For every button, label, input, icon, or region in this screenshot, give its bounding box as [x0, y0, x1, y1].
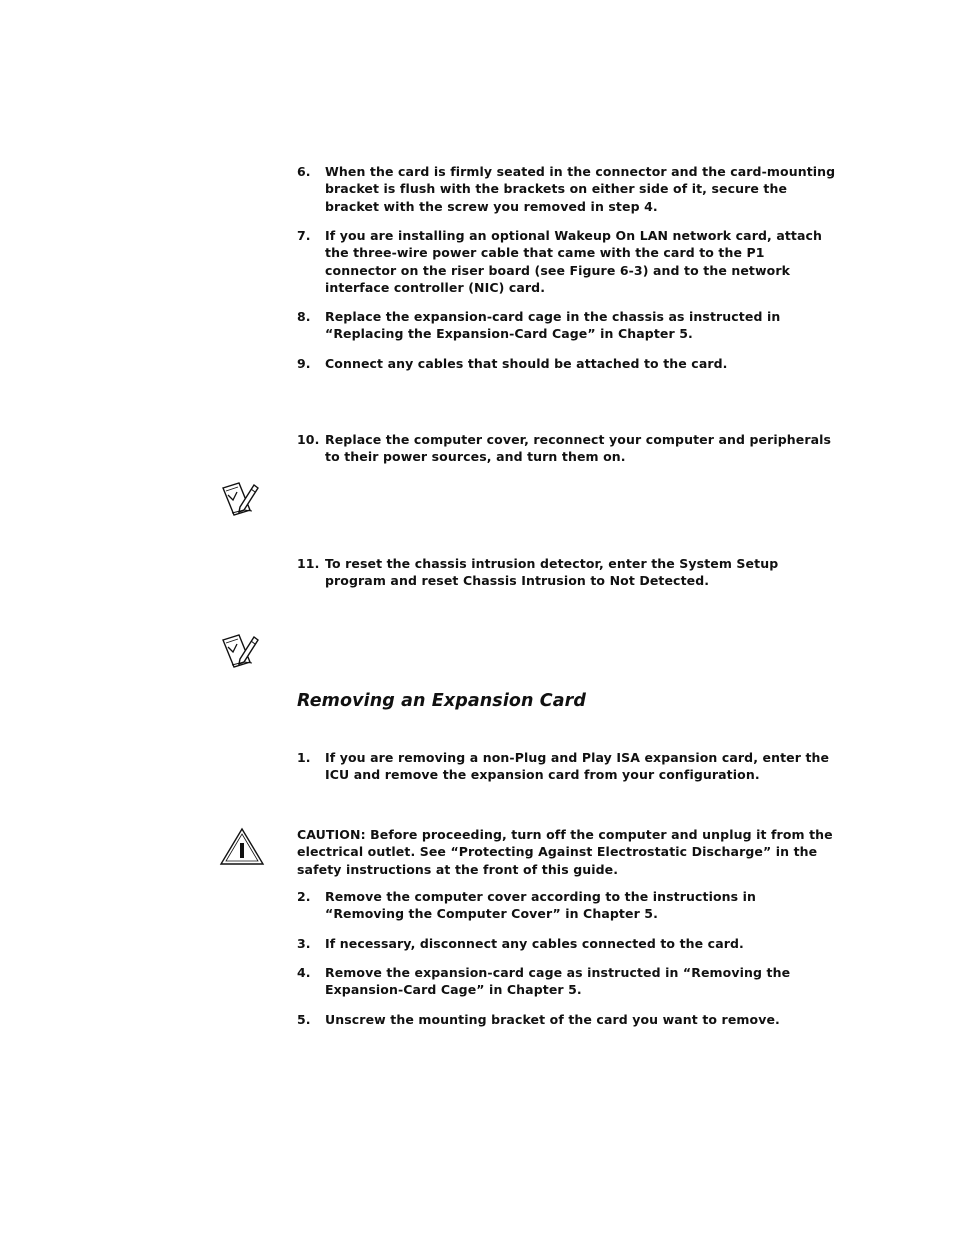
step-number: 5. — [297, 1012, 311, 1027]
list-item — [297, 555, 837, 590]
step-number: 2. — [297, 889, 311, 904]
list-item — [297, 227, 837, 297]
step-text: Remove the expansion-card cage as instructed in “Removing the Expansion-Card Cage” in Chapter 5. — [325, 965, 791, 998]
step-text: Replace the expansion-card cage in the chassis as instructed in “Replacing the Expansion-Card Cage” in Chapter 5. — [325, 309, 781, 342]
list-item — [297, 888, 837, 923]
step-number: 7. — [297, 228, 311, 243]
list-item — [297, 308, 837, 343]
step-number: 10. — [297, 432, 320, 447]
list-item — [297, 163, 837, 215]
step-text: Remove the computer cover according to the instructions in “Removing the Computer Cover” in Chapter 5. — [325, 889, 757, 922]
note-icon — [220, 632, 262, 674]
step-text: Connect any cables that should be attached to the card. — [325, 356, 728, 371]
note-icon — [220, 480, 262, 522]
section-heading: Removing an Expansion Card — [297, 691, 587, 711]
caution-icon — [219, 827, 265, 871]
step-text: Replace the computer cover, reconnect your computer and peripherals to their power sources, and turn them on. — [325, 432, 832, 465]
step-text: If you are installing an optional Wakeup On LAN network card, attach the three-wire power cable that came with the card to the P1 connector on the riser board (see Figure 6-3) and to the network interface controller (NIC) card. — [325, 228, 823, 296]
caution-text: CAUTION: Before proceeding, turn off the computer and unplug it from the electrical outlet. See “Protecting Against Electrostatic Discharge” in the safety instructions at the front of this guide. — [297, 827, 833, 877]
step-text: If you are removing a non-Plug and Play ISA expansion card, enter the ICU and remove the expansion card from your configuration. — [325, 750, 830, 783]
step-text: Unscrew the mounting bracket of the card you want to remove. — [325, 1012, 780, 1027]
step-number: 8. — [297, 309, 311, 324]
step-text: To reset the chassis intrusion detector, enter the System Setup program and reset Chassis Intrusion to Not Detected. — [325, 556, 779, 589]
step-number: 6. — [297, 164, 311, 179]
step-number: 4. — [297, 965, 311, 980]
list-item — [297, 431, 837, 466]
step-text: When the card is firmly seated in the connector and the card-mounting bracket is flush with the brackets on either side of it, secure the bracket with the screw you removed in step 4. — [325, 164, 836, 214]
list-item — [297, 964, 837, 999]
step-number: 9. — [297, 356, 311, 371]
list-item — [297, 1011, 837, 1028]
step-number: 3. — [297, 936, 311, 951]
step-text: If necessary, disconnect any cables connected to the card. — [325, 936, 744, 951]
list-item — [297, 749, 837, 784]
step-number: 1. — [297, 750, 311, 765]
list-item — [297, 355, 837, 372]
step-number: 11. — [297, 556, 320, 571]
list-item — [297, 935, 837, 952]
